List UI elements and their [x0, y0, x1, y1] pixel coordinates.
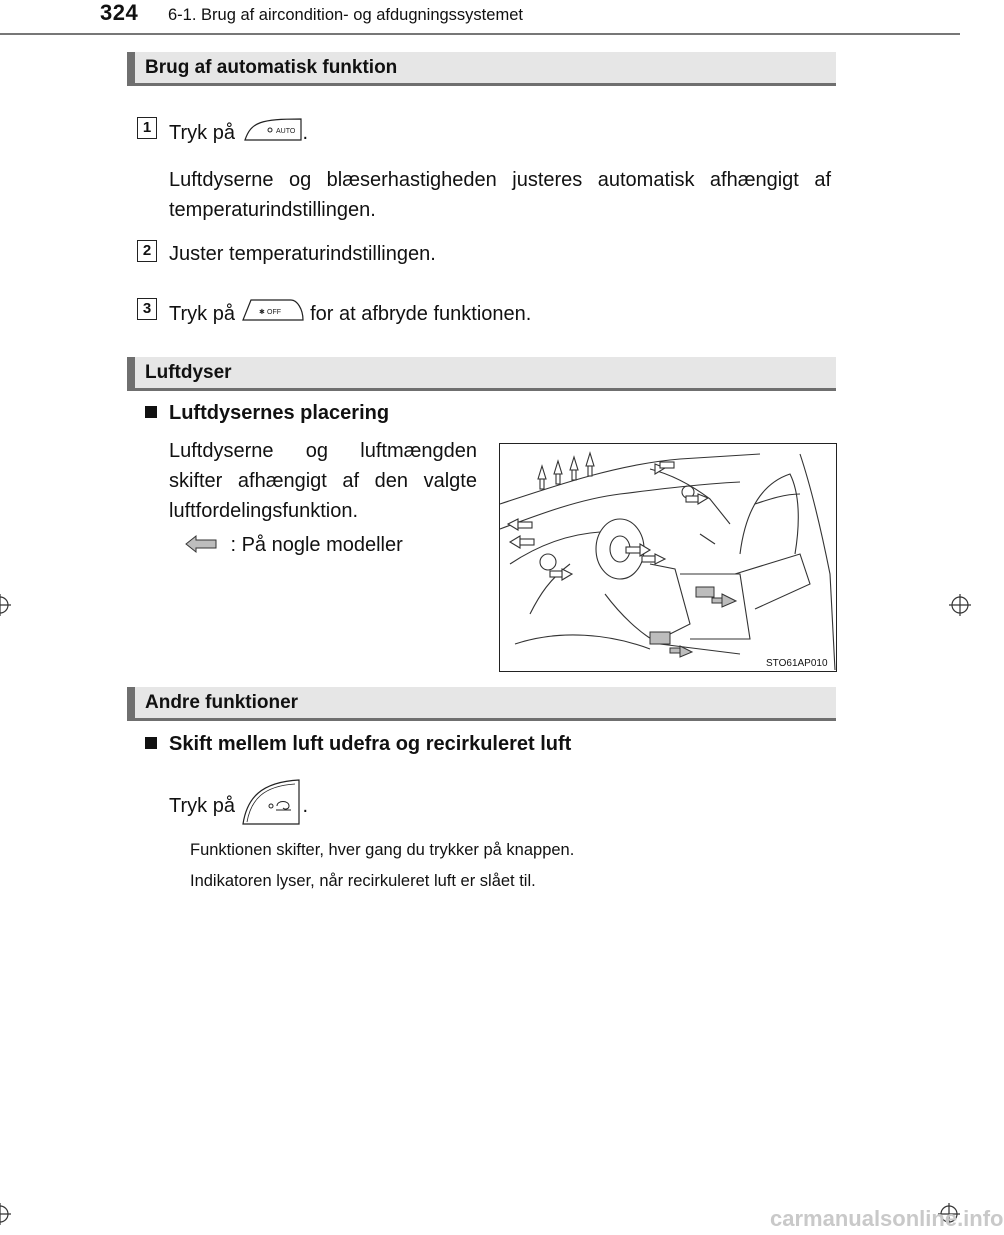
subheading-recirculation	[145, 733, 571, 756]
arrow-icon	[184, 533, 218, 560]
section-heading-vents	[127, 357, 836, 391]
car-interior-drawing	[500, 444, 835, 670]
step-badge-1: 1	[137, 117, 157, 139]
illustration-code: STO61AP010	[766, 658, 828, 669]
vent-paragraph: Luftdyserne og luftmængden skifter afhængigt af den valgte luftfordelingsfunktion.	[169, 440, 477, 522]
registration-mark-icon	[0, 1203, 11, 1225]
step-3-text: Tryk på	[169, 302, 235, 325]
bullet-square-icon	[145, 406, 157, 418]
vent-illustration	[499, 443, 837, 672]
off-button-icon	[241, 297, 305, 332]
page-number: 324	[100, 0, 139, 25]
section-heading-other	[127, 687, 836, 721]
registration-mark-icon	[949, 594, 971, 616]
note-1: Funktionen skifter, hver gang du trykker på knappen.	[190, 841, 575, 859]
step-3-text-after: for at afbryde funktionen.	[310, 302, 532, 325]
auto-button-icon	[241, 116, 303, 151]
registration-mark-icon	[0, 594, 11, 616]
step-1-line	[169, 116, 308, 151]
watermark: carmanualsonline.info	[770, 1206, 1004, 1231]
recirculation-button-icon	[241, 778, 303, 835]
step-1-text: Tryk på	[169, 121, 235, 144]
step-badge-3: 3	[137, 298, 157, 320]
step-3-line	[169, 297, 531, 332]
step-badge-2: 2	[137, 240, 157, 262]
svg-text:AUTO: AUTO	[275, 128, 295, 135]
section-title: Andre funktioner	[145, 692, 299, 713]
subheading-vent-placement	[145, 402, 389, 425]
svg-text:✱: ✱	[258, 309, 265, 316]
section-heading-auto	[127, 52, 836, 86]
optional-vent-legend	[184, 530, 403, 560]
step-2-text: Juster temperaturindstillingen.	[169, 243, 436, 265]
subheading-text: Luftdysernes placering	[169, 402, 390, 424]
recirc-punct: .	[302, 794, 309, 817]
recirc-text: Tryk på	[169, 794, 235, 817]
chapter-title: 6-1. Brug af aircondition- og afdugningssystemet	[168, 6, 523, 24]
subheading-text: Skift mellem luft udefra og recirkuleret luft	[169, 733, 572, 755]
svg-text:OFF: OFF	[266, 309, 281, 316]
legend-text: : På nogle modeller	[230, 534, 403, 556]
bullet-square-icon	[145, 737, 157, 749]
recirc-line	[169, 778, 308, 835]
note-2: Indikatoren lyser, når recirkuleret luft er slået til.	[190, 872, 536, 890]
header-rule	[0, 33, 960, 35]
step-1-punct: .	[302, 121, 309, 144]
step-1-description: Luftdyserne og blæserhastigheden justeres automatisk afhængigt af temperaturindstillingen.	[169, 169, 831, 221]
section-title: Brug af automatisk funktion	[145, 57, 398, 78]
section-title: Luftdyser	[145, 362, 232, 383]
